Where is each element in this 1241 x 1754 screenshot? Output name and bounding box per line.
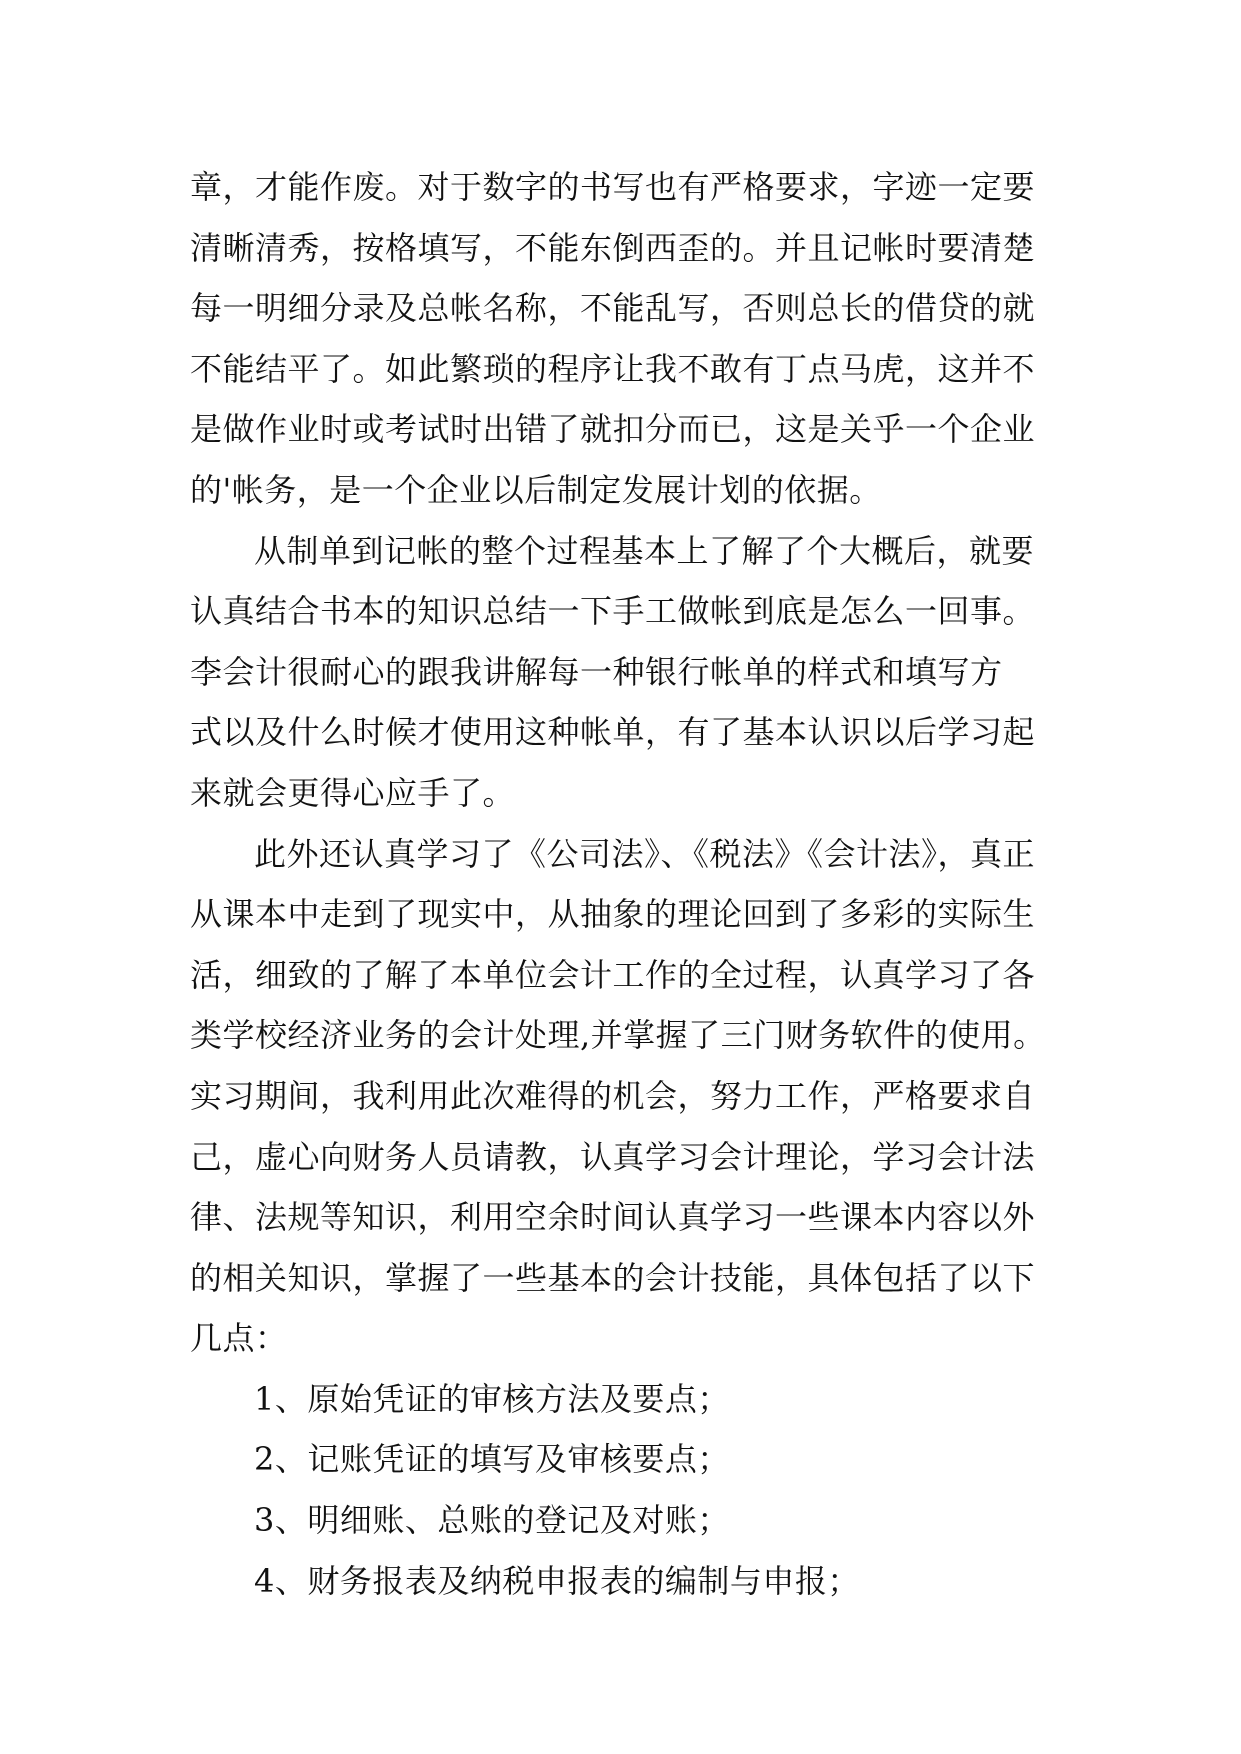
text-line: 清晰清秀，按格填写，不能东倒西歪的。并且记帐时要清楚	[190, 228, 1036, 267]
text-line: 认真结合书本的知识总结一下手工做帐到底是怎么一回事。	[190, 592, 1036, 631]
text-line: 从课本中走到了现实中，从抽象的理论回到了多彩的实际生	[190, 895, 1036, 934]
text-line: 来就会更得心应手了。	[190, 773, 516, 812]
paragraph-start-line: 此外还认真学习了《公司法》、《税法》《会计法》，真正	[254, 834, 1036, 873]
text-line: 章，才能作废。对于数字的书写也有严格要求，字迹一定要	[190, 168, 1036, 206]
list-item: 3、明细账、总账的登记及对账；	[254, 1501, 730, 1540]
text-line: 实习期间，我利用此次难得的机会，努力工作，严格要求自	[190, 1076, 1036, 1115]
text-line: 李会计很耐心的跟我讲解每一种银行帐单的样式和填写方	[190, 652, 1003, 691]
text-line: 几点：	[190, 1319, 288, 1358]
text-line: 类学校经济业务的会计处理,并掌握了三门财务软件的使用。	[190, 1016, 1046, 1055]
text-line: 的相关知识，掌握了一些基本的会计技能，具体包括了以下	[190, 1258, 1036, 1297]
document-body	[190, 157, 1060, 1611]
list-item: 4、财务报表及纳税申报表的编制与申报；	[254, 1561, 860, 1600]
list-item: 2、记账凭证的填写及审核要点；	[254, 1440, 730, 1479]
list-item: 1、原始凭证的审核方法及要点；	[254, 1379, 730, 1418]
text-line: 式以及什么时候才使用这种帐单，有了基本认识以后学习起	[190, 713, 1036, 752]
paragraph-start-line: 从制单到记帐的整个过程基本上了解了个大概后，就要	[254, 531, 1035, 570]
text-line: 是做作业时或考试时出错了就扣分而已，这是关乎一个企业	[190, 410, 1036, 449]
text-line: 不能结平了。如此繁琐的程序让我不敢有丁点马虎，这并不	[190, 349, 1036, 388]
text-line: 每一明细分录及总帐名称，不能乱写，否则总长的借贷的就	[190, 289, 1036, 328]
text-line: 的'帐务，是一个企业以后制定发展计划的依据。	[190, 470, 882, 509]
text-line: 活，细致的了解了本单位会计工作的全过程，认真学习了各	[190, 955, 1036, 994]
text-line: 律、法规等知识，利用空余时间认真学习一些课本内容以外	[190, 1198, 1036, 1237]
text-line: 己，虚心向财务人员请教，认真学习会计理论，学习会计法	[190, 1137, 1036, 1176]
